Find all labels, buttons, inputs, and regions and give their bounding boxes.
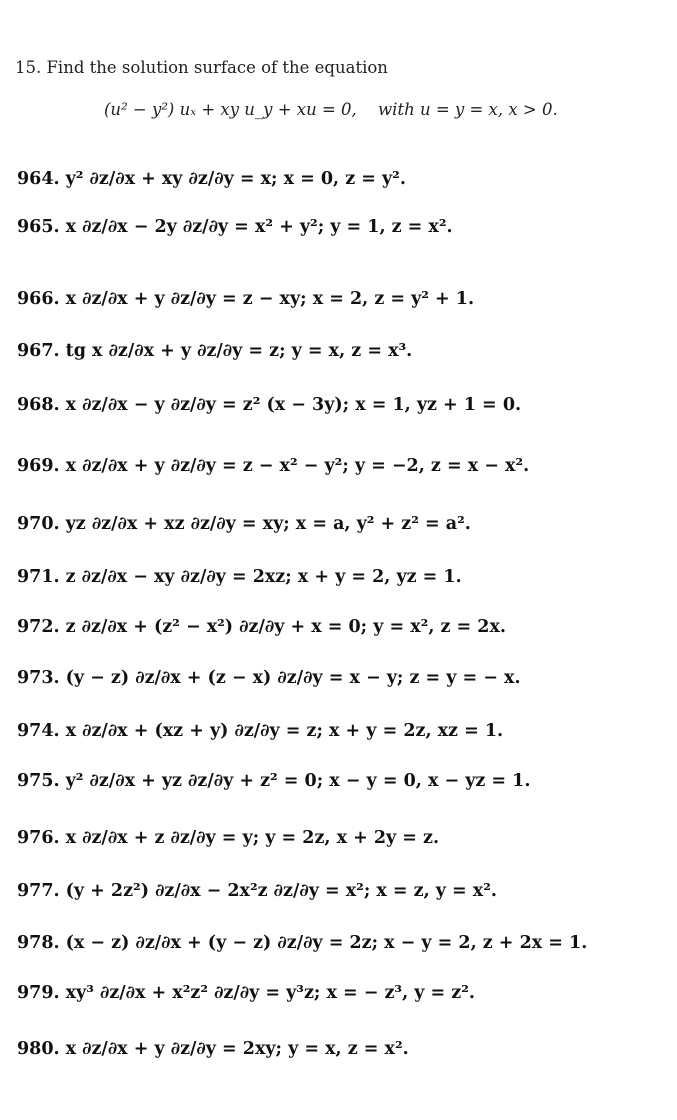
exercise-equation: x ∂z/∂x + y ∂z/∂y = z − xy; x = 2, z = y² + 1.	[65, 289, 475, 309]
exercise-number: 970.	[17, 514, 60, 534]
exercise-number: 966.	[17, 289, 60, 309]
exercise-969	[17, 445, 529, 487]
exercise-973	[17, 657, 521, 699]
exercise-974	[17, 710, 503, 752]
problem-equation: (u² − y²) uₓ + xy u_y + xu = 0,	[104, 100, 357, 119]
exercise-976	[17, 817, 439, 859]
exercise-968	[17, 384, 521, 426]
exercise-equation: (y + 2z²) ∂z/∂x − 2x²z ∂z/∂y = x²; x = z, y = x².	[65, 881, 497, 901]
exercise-equation: x ∂z/∂x + y ∂z/∂y = z − x² − y²; y = −2, z = x − x².	[65, 456, 530, 476]
exercise-number: 965.	[17, 217, 60, 237]
exercise-number: 971.	[17, 567, 60, 587]
exercise-number: 973.	[17, 668, 60, 688]
exercise-number: 972.	[17, 617, 60, 637]
problem-statement: 15. Find the solution surface of the equation	[15, 58, 388, 77]
exercise-equation: y² ∂z/∂x + xy ∂z/∂y = x; x = 0, z = y².	[65, 169, 406, 189]
exercise-number: 977.	[17, 881, 60, 901]
exercise-equation: (y − z) ∂z/∂x + (z − x) ∂z/∂y = x − y; z = y = − x.	[65, 668, 521, 688]
exercise-equation: x ∂z/∂x + (xz + y) ∂z/∂y = z; x + y = 2z, xz = 1.	[65, 721, 504, 741]
exercise-980	[17, 1028, 409, 1070]
exercise-number: 975.	[17, 771, 60, 791]
exercise-number: 969.	[17, 456, 60, 476]
exercise-972	[17, 606, 506, 648]
exercise-equation: xy³ ∂z/∂x + x²z² ∂z/∂y = y³z; x = − z³, y = z².	[65, 983, 475, 1003]
exercise-975	[17, 760, 530, 802]
exercise-equation: x ∂z/∂x + y ∂z/∂y = 2xy; y = x, z = x².	[65, 1039, 409, 1059]
exercise-equation: z ∂z/∂x + (z² − x²) ∂z/∂y + x = 0; y = x², z = 2x.	[65, 617, 507, 637]
exercise-equation: (x − z) ∂z/∂x + (y − z) ∂z/∂y = 2z; x − y = 2, z + 2x = 1.	[65, 933, 588, 953]
exercise-number: 974.	[17, 721, 60, 741]
exercise-967	[17, 330, 412, 372]
exercise-971	[17, 556, 462, 598]
exercise-equation: tg x ∂z/∂x + y ∂z/∂y = z; y = x, z = x³.	[65, 341, 413, 361]
problem-condition: with u = y = x, x > 0.	[378, 100, 558, 119]
exercise-964	[17, 158, 406, 200]
exercise-970	[17, 503, 471, 545]
exercise-equation: x ∂z/∂x + z ∂z/∂y = y; y = 2z, x + 2y = z.	[65, 828, 440, 848]
exercise-equation: z ∂z/∂x − xy ∂z/∂y = 2xz; x + y = 2, yz = 1.	[65, 567, 462, 587]
exercise-number: 978.	[17, 933, 60, 953]
exercise-number: 976.	[17, 828, 60, 848]
exercise-number: 964.	[17, 169, 60, 189]
exercise-equation: x ∂z/∂x − 2y ∂z/∂y = x² + y²; y = 1, z = x².	[65, 217, 453, 237]
exercise-number: 980.	[17, 1039, 60, 1059]
exercise-979	[17, 972, 475, 1014]
exercise-equation: x ∂z/∂x − y ∂z/∂y = z² (x − 3y); x = 1, yz + 1 = 0.	[65, 395, 522, 415]
exercise-number: 979.	[17, 983, 60, 1003]
exercise-966	[17, 278, 474, 320]
exercise-number: 967.	[17, 341, 60, 361]
exercise-equation: y² ∂z/∂x + yz ∂z/∂y + z² = 0; x − y = 0, x − yz = 1.	[65, 771, 531, 791]
exercise-equation: yz ∂z/∂x + xz ∂z/∂y = xy; x = a, y² + z² = a².	[65, 514, 471, 534]
exercise-977	[17, 870, 497, 912]
exercise-978	[17, 922, 587, 964]
exercise-number: 968.	[17, 395, 60, 415]
exercise-965	[17, 206, 453, 248]
